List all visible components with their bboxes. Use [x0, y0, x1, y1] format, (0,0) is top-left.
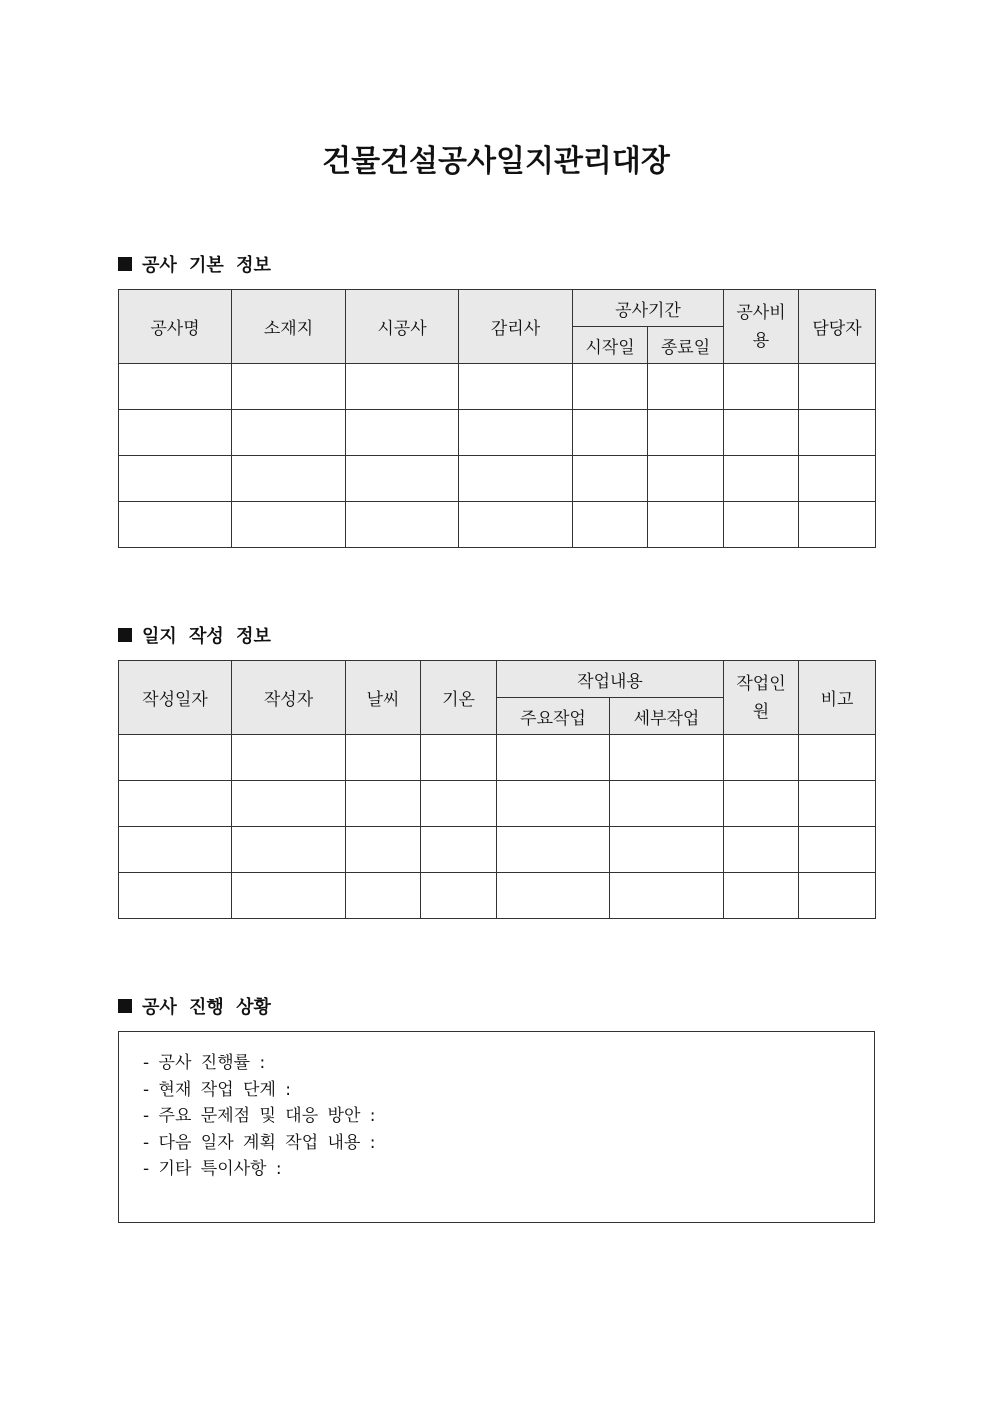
table-cell[interactable]: [799, 502, 876, 548]
table-cell[interactable]: [799, 781, 876, 827]
header-cost: 공사비용: [724, 290, 799, 364]
table-cell[interactable]: [573, 456, 648, 502]
table-cell[interactable]: [119, 735, 232, 781]
table-cell[interactable]: [119, 456, 232, 502]
table-cell[interactable]: [232, 410, 346, 456]
table-cell[interactable]: [232, 364, 346, 410]
table-cell[interactable]: [497, 781, 610, 827]
table-cell[interactable]: [119, 410, 232, 456]
table-cell[interactable]: [799, 410, 876, 456]
progress-list: [143, 1050, 376, 1183]
table-cell[interactable]: [421, 781, 497, 827]
table-cell[interactable]: [232, 873, 346, 919]
table-cell[interactable]: [459, 502, 573, 548]
header-work-content: 작업내용: [497, 661, 724, 698]
table-cell[interactable]: [119, 873, 232, 919]
table-row: [119, 735, 876, 781]
progress-item-other: - 기타 특이사항 :: [143, 1159, 282, 1179]
table-cell[interactable]: [724, 456, 799, 502]
header-main-work: 주요작업: [497, 698, 610, 735]
table-cell[interactable]: [573, 410, 648, 456]
table-cell[interactable]: [421, 873, 497, 919]
table-cell[interactable]: [497, 827, 610, 873]
table-cell[interactable]: [648, 364, 724, 410]
header-manager: 담당자: [799, 290, 876, 364]
header-detail-work: 세부작업: [610, 698, 724, 735]
table-cell[interactable]: [459, 456, 573, 502]
section-heading-basic: [118, 251, 271, 277]
table-cell[interactable]: [799, 735, 876, 781]
section-heading-progress: [118, 993, 271, 1019]
table-cell[interactable]: [232, 502, 346, 548]
table-row: [119, 827, 876, 873]
section-heading-label: 공사 기본 정보: [142, 255, 271, 276]
progress-item-stage: - 현재 작업 단계 :: [143, 1079, 292, 1100]
table-cell[interactable]: [724, 364, 799, 410]
header-date: 작성일자: [119, 661, 232, 735]
table-cell[interactable]: [799, 873, 876, 919]
table-cell[interactable]: [459, 410, 573, 456]
table-cell[interactable]: [119, 364, 232, 410]
table-cell[interactable]: [799, 827, 876, 873]
header-remarks: 비고: [799, 661, 876, 735]
progress-item-next-plan: - 다음 일자 계획 작업 내용 :: [143, 1132, 376, 1153]
table-cell[interactable]: [799, 364, 876, 410]
header-temperature: 기온: [421, 661, 497, 735]
table-cell[interactable]: [232, 781, 346, 827]
table-row: [119, 781, 876, 827]
table-cell[interactable]: [648, 410, 724, 456]
table-cell[interactable]: [648, 502, 724, 548]
progress-item-issues: - 주요 문제점 및 대응 방안 :: [143, 1106, 376, 1126]
table-cell[interactable]: [724, 873, 799, 919]
table-cell[interactable]: [497, 873, 610, 919]
table-header-row: [119, 290, 876, 327]
table-cell[interactable]: [610, 873, 724, 919]
section-heading-label: 일지 작성 정보: [142, 626, 271, 647]
table-cell[interactable]: [421, 827, 497, 873]
table-row: [119, 410, 876, 456]
table-cell[interactable]: [119, 827, 232, 873]
section-heading-label: 공사 진행 상황: [142, 997, 271, 1018]
table-cell[interactable]: [346, 781, 421, 827]
header-weather: 날씨: [346, 661, 421, 735]
header-end-date: 종료일: [648, 327, 724, 364]
header-workers: 작업인원: [724, 661, 799, 735]
header-period: 공사기간: [573, 290, 724, 327]
table-cell[interactable]: [119, 781, 232, 827]
table-cell[interactable]: [648, 456, 724, 502]
table-header-row: [119, 661, 876, 698]
table-row: [119, 502, 876, 548]
table-cell[interactable]: [232, 827, 346, 873]
table-cell[interactable]: [610, 735, 724, 781]
table-cell[interactable]: [724, 781, 799, 827]
header-location: 소재지: [232, 290, 346, 364]
table-cell[interactable]: [724, 735, 799, 781]
table-cell[interactable]: [346, 364, 459, 410]
square-bullet-icon: [118, 999, 132, 1013]
basic-info-table: [118, 289, 876, 548]
table-cell[interactable]: [346, 456, 459, 502]
square-bullet-icon: [118, 257, 132, 271]
table-cell[interactable]: [346, 873, 421, 919]
header-start-date: 시작일: [573, 327, 648, 364]
table-cell[interactable]: [724, 410, 799, 456]
square-bullet-icon: [118, 628, 132, 642]
document-title: 건물건설공사일지관리대장: [322, 144, 670, 179]
progress-item-rate: - 공사 진행률 :: [143, 1053, 266, 1073]
table-row: [119, 456, 876, 502]
header-writer: 작성자: [232, 661, 346, 735]
table-cell[interactable]: [346, 735, 421, 781]
table-cell[interactable]: [573, 364, 648, 410]
table-cell[interactable]: [232, 456, 346, 502]
table-cell[interactable]: [724, 827, 799, 873]
table-cell[interactable]: [724, 502, 799, 548]
table-cell[interactable]: [232, 735, 346, 781]
header-contractor: 시공사: [346, 290, 459, 364]
section-heading-log: [118, 622, 271, 648]
table-row: [119, 873, 876, 919]
progress-box: [118, 1031, 875, 1223]
table-cell[interactable]: [346, 502, 459, 548]
table-cell[interactable]: [610, 781, 724, 827]
table-cell[interactable]: [497, 735, 610, 781]
table-cell[interactable]: [346, 410, 459, 456]
table-cell[interactable]: [346, 827, 421, 873]
table-cell[interactable]: [573, 502, 648, 548]
header-supervisor: 감리사: [459, 290, 573, 364]
table-cell[interactable]: [119, 502, 232, 548]
table-row: [119, 364, 876, 410]
header-project-name: 공사명: [119, 290, 232, 364]
table-cell[interactable]: [610, 827, 724, 873]
table-cell[interactable]: [421, 735, 497, 781]
table-cell[interactable]: [459, 364, 573, 410]
log-info-table: [118, 660, 876, 919]
table-cell[interactable]: [799, 456, 876, 502]
